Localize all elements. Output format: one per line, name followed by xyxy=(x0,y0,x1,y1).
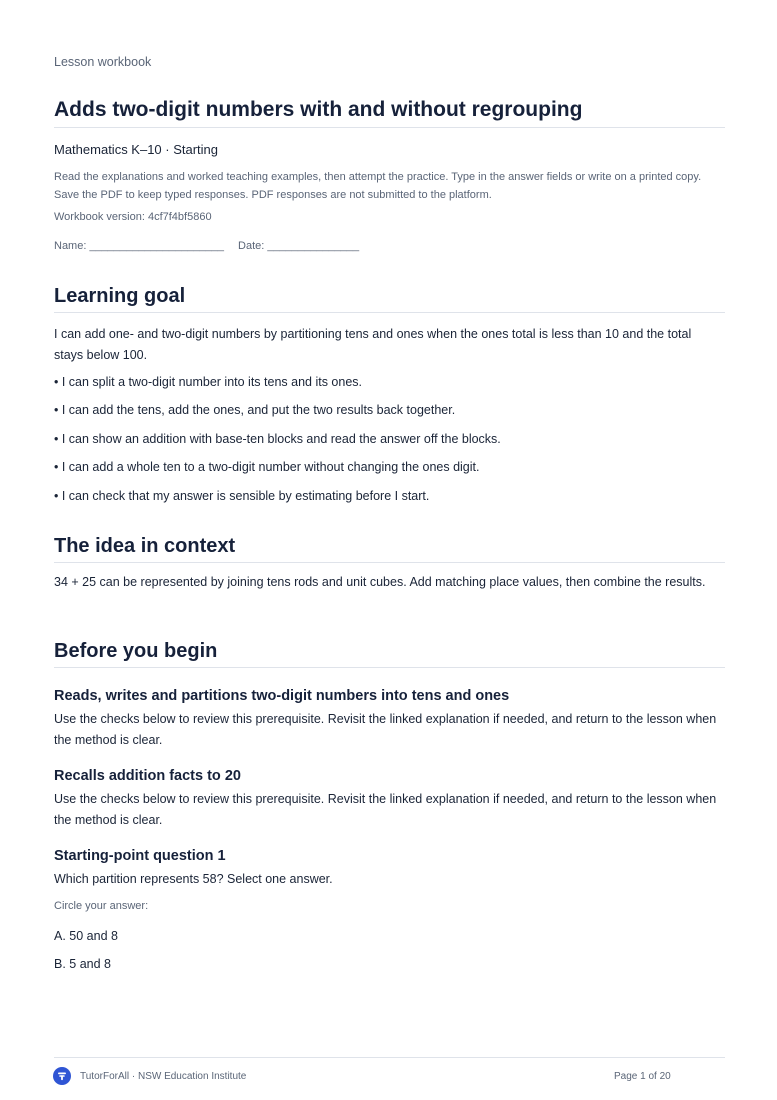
learning-goal-bullet: • I can check that my answer is sensible by estimating before I start. xyxy=(54,489,430,503)
date-field[interactable]: Date: _______________ xyxy=(238,240,360,252)
idea-text: 34 + 25 can be represented by joining tens rods and unit cubes. Add matching place values, then combine the results. xyxy=(54,575,706,589)
prerequisite-text: Use the checks below to review this prerequisite. Revisit the linked explanation if needed, and return to the lesson when the method is clear. xyxy=(54,712,717,747)
subject-line: Mathematics K–10 · Starting xyxy=(54,142,219,157)
learning-goal-bullet: • I can split a two-digit number into its tens and its ones. xyxy=(54,375,363,389)
before-heading: Before you begin xyxy=(54,640,725,668)
answer-option-b[interactable]: B. 5 and 8 xyxy=(54,957,111,971)
idea-heading: The idea in context xyxy=(54,535,725,563)
question-title: Starting-point question 1 xyxy=(54,848,226,864)
answer-option-a[interactable]: A. 50 and 8 xyxy=(54,929,118,943)
learning-goal-intro: I can add one- and two-digit numbers by partitioning tens and ones when the ones total is less than 10 and the total stays below 100. xyxy=(54,327,692,362)
learning-goal-heading: Learning goal xyxy=(54,285,725,313)
document-kicker: Lesson workbook xyxy=(54,55,152,69)
prerequisite-text: Use the checks below to review this prerequisite. Revisit the linked explanation if needed, and return to the lesson when the method is clear. xyxy=(54,792,717,827)
brand-logo-icon xyxy=(53,1067,71,1085)
name-field[interactable]: Name: ______________________ xyxy=(54,240,225,252)
page-number: Page 1 of 20 xyxy=(614,1071,671,1082)
footer-divider xyxy=(54,1057,725,1058)
workbook-version: Workbook version: 4cf7f4bf5860 xyxy=(54,211,212,223)
answer-instruction: Circle your answer: xyxy=(54,900,149,912)
learning-goal-bullet: • I can add a whole ten to a two-digit number without changing the ones digit. xyxy=(54,460,480,474)
learning-goal-bullet: • I can show an addition with base-ten blocks and read the answer off the blocks. xyxy=(54,432,501,446)
page-title: Adds two-digit numbers with and without regrouping xyxy=(54,98,725,128)
learning-goal-bullet: • I can add the tens, add the ones, and put the two results back together. xyxy=(54,403,456,417)
name-date-line xyxy=(54,240,359,252)
prerequisite-title: Recalls addition facts to 20 xyxy=(54,768,241,784)
instructions-text: Read the explanations and worked teaching examples, then attempt the practice. Type in the answer fields or write on a printed copy. Save the PDF to keep typed responses. PDF responses are not submitted to the platform. xyxy=(54,171,702,201)
footer-brand: TutorForAll · NSW Education Institute xyxy=(80,1071,247,1082)
question-prompt: Which partition represents 58? Select one answer. xyxy=(54,872,333,886)
prerequisite-title: Reads, writes and partitions two-digit numbers into tens and ones xyxy=(54,688,510,704)
